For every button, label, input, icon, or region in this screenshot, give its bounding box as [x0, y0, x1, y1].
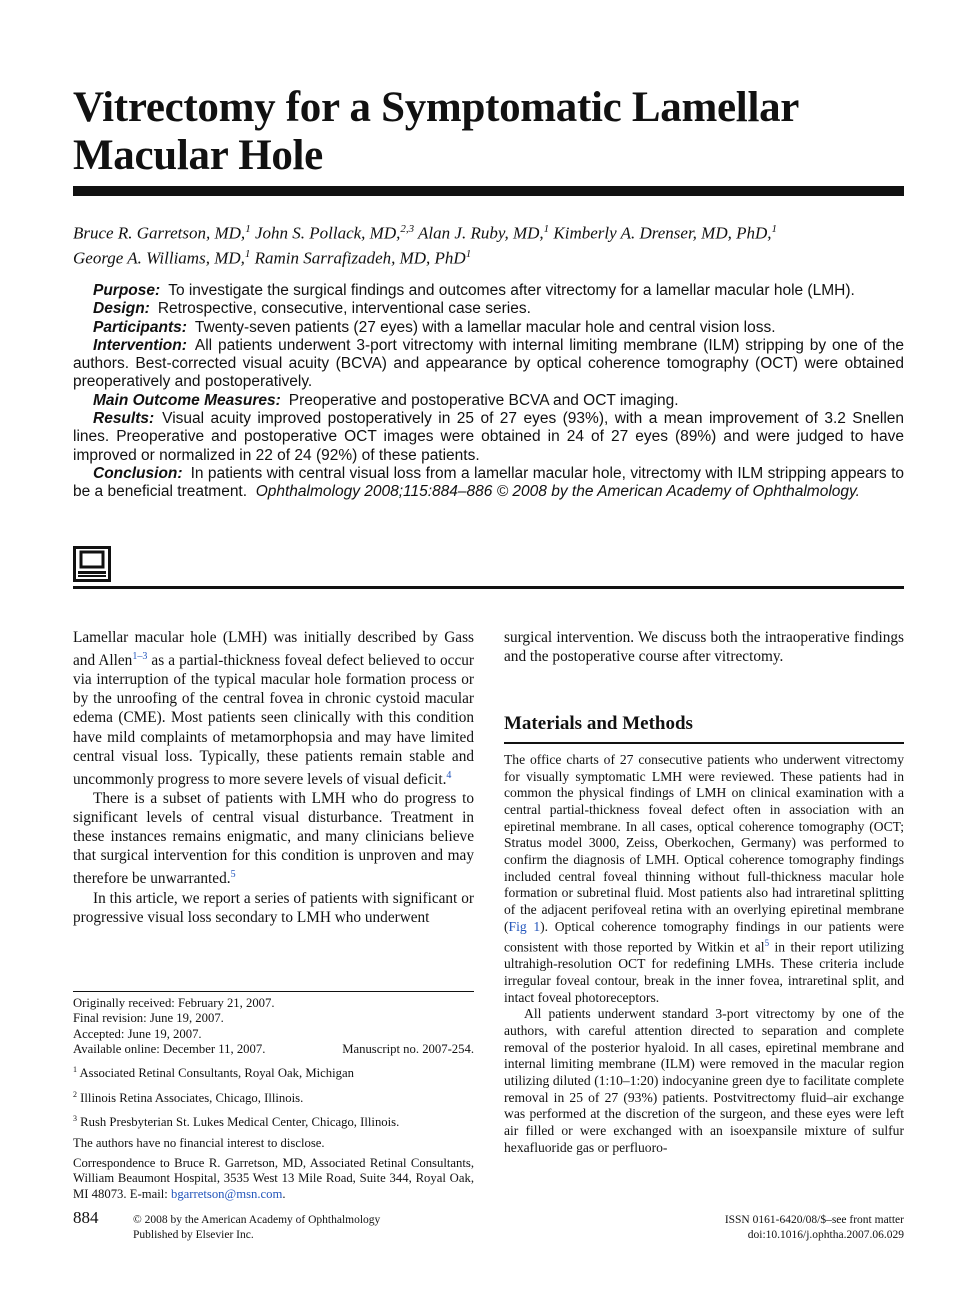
author-name: Alan J. Ruby, MD, [418, 223, 544, 243]
abstract-intervention [73, 337, 904, 392]
author-name: Bruce R. Garretson, MD, [73, 223, 246, 243]
affiliation-1: $^1$ Associated Retinal Consultants, Royal Oak, Michigan [73, 1065, 354, 1081]
affiliation-2: $^2$ Illinois Retina Associates, Chicago, Illinois. [73, 1089, 304, 1105]
abstract-text: Preoperative and postoperative BCVA and OCT imaging. [288, 391, 679, 409]
footnotes [73, 996, 474, 1202]
intro-column [73, 628, 474, 927]
affiliation-3: $^3$ Rush Presbyterian St. Lukes Medical Center, Chicago, Illinois. [73, 1114, 400, 1130]
title-rule [73, 186, 904, 196]
affiliation-mark: 1 [771, 223, 778, 235]
abstract-text: To investigate the surgical findings and outcomes after vitrectomy for a lamellar macular hole (LMH). [168, 282, 855, 299]
author-list [73, 219, 904, 268]
abstract-label: Results: [93, 410, 155, 428]
abstract-text: Retrospective, consecutive, interventional case series. [157, 300, 531, 318]
affiliation-text: Rush Presbyterian St. Lukes Medical Center, Chicago, Illinois. [80, 1115, 400, 1130]
abstract-design [73, 300, 904, 318]
email-link[interactable]: bgarretson@msn.com [170, 1186, 283, 1201]
abstract-text: In patients with central visual loss from a lamellar macular hole, vitrectomy with ILM stripping appears to be a beneficial treatment. [73, 464, 904, 501]
author-line-1 [73, 219, 904, 244]
author-name: Kimberly A. Drenser, MD, PhD, [553, 223, 772, 243]
reference-link[interactable]: 1–3 [132, 651, 148, 663]
methods-paragraph [504, 752, 904, 1006]
abstract-label: Main Outcome Measures: [93, 391, 281, 409]
computer-monitor-icon[interactable] [73, 546, 111, 582]
abstract-results [73, 410, 904, 465]
issn-text: ISSN 0161-6420/08/$–see front matter [724, 1214, 904, 1226]
methods-column [504, 752, 904, 1156]
body-text: in their report utilizing ultrahigh-resolution OCT for redefining LMHs. These criteria include irregular foveal contour, break in the inner fovea, intraretinal split, and intact foveal photoreceptors. [504, 939, 904, 1005]
intro-paragraph [73, 789, 474, 889]
reference-link[interactable]: 4 [446, 769, 452, 781]
abstract-conclusion [73, 465, 904, 502]
affiliation-mark: 1 [465, 247, 472, 260]
affiliation-text: Associated Retinal Consultants, Royal Oak, Michigan [79, 1066, 354, 1081]
publisher-text: Published by Elsevier Inc. [133, 1229, 254, 1241]
abstract-label: Conclusion: [93, 464, 183, 482]
manuscript-number: Manuscript no. 2007-254. [342, 1041, 474, 1056]
page-number: 884 [73, 1208, 99, 1227]
intro-paragraph [73, 628, 474, 789]
footer-identifiers [604, 1213, 904, 1243]
abstract-measures [73, 392, 904, 410]
intro-paragraph: In this article, we report a series of patients with significant or progressive visual loss secondary to LMH who underwent [73, 889, 474, 926]
footnote-rule [73, 991, 474, 992]
author-name: John S. Pollack, MD, [254, 223, 401, 243]
body-text: There is a subset of patients with LMH who do progress to significant levels of central visual disturbance. Treatment in these instances remains enigmatic, and many clinicians believe that surgical intervention for this condition is unproven and may therefore be unwarranted. [73, 789, 474, 888]
intro-continuation [504, 628, 904, 666]
disclosure: The authors have no financial interest to disclose. [73, 1135, 325, 1150]
correspondence-text: . [282, 1186, 286, 1201]
abstract [73, 282, 904, 502]
body-text: ). Optical coherence tomography findings in our patients were consistent with those reported by Witkin et al [504, 918, 904, 955]
abstract-label: Purpose: [93, 282, 161, 299]
copyright-text: © 2008 by the American Academy of Ophthalmology [133, 1214, 381, 1226]
online-date: Available online: December 11, 2007. [73, 1041, 266, 1056]
author-name: Ramin Sarrafizadeh, MD, PhD [254, 248, 466, 268]
reference-link[interactable]: 5 [764, 938, 770, 949]
received-date: Originally received: February 21, 2007. [73, 996, 275, 1010]
abstract-label: Intervention: [93, 336, 187, 354]
abstract-label: Design: [93, 300, 150, 318]
article-title: Vitrectomy for a Symptomatic Lamellar Macular Hole [73, 84, 799, 179]
affiliation-mark: 1 [244, 247, 251, 260]
doi-text: doi:10.1016/j.ophtha.2007.06.029 [747, 1229, 904, 1241]
methods-paragraph: All patients underwent standard 3-port vitrectomy by one of the authors, with careful attention directed to separation and complete removal of the posterior hyaloid. In all cases, epiretinal membrane and internal limiting membrane (ILM) were removed in the macular region utilizing diluted (1:10–1:20) indocyanine green dye to facilitate complete removal in 25 of 27 (93%) patients. Postvitrectomy fluid–air exchange was performed at the discretion of the surgeon, and these eyes were left air filled or were exchanged with an isoexpansile mixture of sulfur hexafluoride gas or perfluoro- [504, 1006, 904, 1155]
abstract-text: Twenty-seven patients (27 eyes) with a lamellar macular hole and central vision loss. [194, 318, 776, 336]
abstract-rule [73, 586, 904, 589]
abstract-text: Visual acuity improved postoperatively in 25 of 27 eyes (93%), with a mean improvement of 3.2 Snellen lines. Preoperative and postoperative OCT images were obtained in 24 of 27 eyes (89%) and were judged to have improved or normalized in 22 of 24 (92%) of these patients. [73, 410, 904, 464]
author-line-2 [73, 244, 904, 269]
author-name: George A. Williams, MD, [73, 248, 245, 268]
abstract-participants [73, 319, 904, 337]
body-text: as a partial-thickness foveal defect believed to occur via interruption of the typical macular hole formation process or by the unroofing of the central fovea in chronic cystoid macular edema (CME). Most patients seen clinically with this condition have mild complaints of metamorphopsia and may have limited central visual loss. Typically, these patients remain stable and uncommonly progress to more severe levels of visual deficit. [73, 652, 474, 788]
section-heading: Materials and Methods [504, 713, 693, 734]
intro-paragraph: surgical intervention. We discuss both the intraoperative findings and the postoperative course after vitrectomy. [504, 629, 904, 666]
accepted-date: Accepted: June 19, 2007. [73, 1026, 202, 1041]
body-text: Lamellar macular hole (LMH) was initially described by Gass and Allen [73, 629, 474, 670]
affiliation-text: Illinois Retina Associates, Chicago, Illinois. [80, 1090, 304, 1105]
affiliation-mark: 2,3 [400, 223, 415, 235]
affiliation-mark: 1 [245, 223, 251, 235]
abstract-purpose [73, 282, 904, 300]
abstract-label: Participants: [93, 318, 187, 336]
correspondence-text: Correspondence to Bruce R. Garretson, MD, Associated Retinal Consultants, William Beaumont Hospital, 3535 West 13 Mile Road, Suite 344, Royal Oak, MI 48073. E-mail: [73, 1156, 474, 1201]
abstract-text: All patients underwent 3-port vitrectomy with internal limiting membrane (ILM) stripping by one of the authors. Best-corrected visual acuity (BCVA) and appearance by optical coherence tomography (OCT) were obtained preoperatively and postoperatively. [73, 336, 904, 391]
section-rule [504, 742, 904, 744]
footer-copyright [133, 1213, 380, 1243]
reference-link[interactable]: 5 [230, 869, 236, 881]
affiliation-mark: 1 [543, 223, 550, 235]
figure-link[interactable]: Fig 1 [508, 918, 541, 934]
online-row [73, 1042, 474, 1057]
correspondence [73, 1156, 474, 1202]
abstract-citation: Ophthalmology 2008;115:884–886 © 2008 by the American Academy of Ophthalmology. [255, 483, 860, 501]
body-text: The office charts of 27 consecutive patients who underwent vitrectomy for visually symptomatic LMH were reviewed. These patients had in common the physical findings of LMH on clinical examination with a central partial-thickness foveal defect often in association with an epiretinal membrane. In all cases, optical coherence tomography (OCT; Stratus model 3000, Zeiss, Oberkochen, Germany) was performed to confirm the diagnosis of LMH. Optical coherence tomography findings included central foveal thinning without full-thickness macular hole formation or subretinal fluid. Most patients also had intraretinal splitting of the adjacent perifoveal retina with an overlying epiretinal membrane ( [504, 752, 904, 934]
revision-date: Final revision: June 19, 2007. [73, 1011, 224, 1026]
